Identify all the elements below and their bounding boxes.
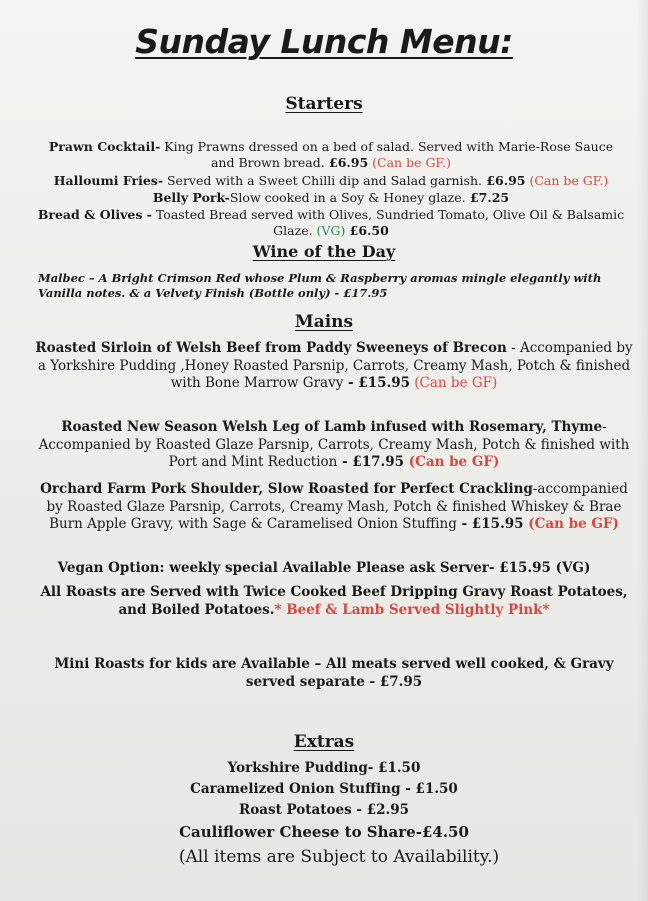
- extra-item: Yorkshire Pudding- £1.50: [227, 760, 421, 776]
- starter-desc: King Prawns dressed on a bed of salad. Served with Marie-Rose Sauce and Brown bread.: [160, 139, 614, 171]
- main-desc: - Accompanied by Roasted Glaze Parsnip, Carrots, Creamy Mash, Potch & finished with Port and Mint Reduction: [38, 419, 630, 471]
- main-price: - £15.95: [343, 375, 410, 392]
- main-name: Roasted Sirloin of Welsh Beef from Paddy Sweeneys of Brecon: [35, 340, 507, 356]
- main-note: (Can be GF): [523, 516, 619, 533]
- starter-desc: Slow cooked in a Soy & Honey glaze.: [229, 190, 466, 205]
- starter-price: £7.25: [465, 190, 510, 205]
- starter-desc: Served with a Sweet Chilli dip and Salad garnish.: [163, 173, 482, 188]
- starter-name: Halloumi Fries-: [53, 173, 164, 188]
- roasts-text: All Roasts are Served with Twice Cooked Beef Dripping Gravy Roast Potatoes, and Boiled Potatoes.: [40, 584, 628, 618]
- wine-heading: Wine of the Day: [252, 242, 396, 261]
- kids-roasts: Mini Roasts for kids are Available – All meats served well cooked, & Gravy served separate - £7.95: [54, 656, 614, 690]
- menu-title: Sunday Lunch Menu:: [135, 22, 513, 61]
- roasts-info: [34, 584, 634, 619]
- extra-item: Cauliflower Cheese to Share-£4.50: [179, 823, 469, 841]
- starters-heading: Starters: [285, 94, 363, 114]
- main-price: - £15.95: [456, 516, 524, 533]
- starter-vg-tag: (VG): [312, 223, 346, 239]
- main-note: (Can be GF): [410, 375, 498, 392]
- main-desc: - Accompanied by a Yorkshire Pudding ,Honey Roasted Parsnip, Carrots, Creamy Mash, Potch & finished with Bone Marrow Gravy: [37, 340, 633, 392]
- main-item: [34, 340, 634, 393]
- starter-note: (Can be GF.): [525, 173, 609, 188]
- main-item: [34, 419, 634, 472]
- mains-heading: Mains: [294, 312, 354, 332]
- starter-name: Prawn Cocktail-: [48, 139, 161, 154]
- main-note: (Can be GF): [404, 454, 500, 471]
- starter-name: Belly Pork-: [152, 190, 230, 205]
- roasts-pink-note: * Beef & Lamb Served Slightly Pink*: [274, 601, 550, 618]
- main-price: - £17.95: [337, 454, 405, 471]
- main-name: Roasted New Season Welsh Leg of Lamb infused with Rosemary, Thyme: [61, 419, 603, 435]
- extra-item: Roast Potatoes - £2.95: [239, 802, 409, 818]
- starter-item: [36, 173, 626, 189]
- starter-item: [36, 190, 626, 206]
- starter-item: [36, 207, 626, 240]
- starter-name: Bread & Olives -: [37, 207, 152, 222]
- starter-note: (Can be GF.): [368, 155, 452, 171]
- starter-price: £6.95: [481, 173, 526, 188]
- main-desc: -accompanied by Roasted Glaze Parsnip, Carrots, Creamy Mash, Potch & finished Whiskey & Brae Burn Apple Gravy, with Sage & Caramelised Onion Stuffing: [46, 481, 628, 533]
- starter-item: [36, 139, 626, 172]
- wine-description: Malbec – A Bright Crimson Red whose Plum & Raspberry aromas mingle elegantly with Vanilla notes. & a Velvety Finish (Bottle only) - £17.95: [38, 271, 602, 300]
- main-name: Orchard Farm Pork Shoulder, Slow Roasted for Perfect Crackling: [40, 481, 533, 497]
- extra-item: Caramelized Onion Stuffing - £1.50: [190, 781, 458, 797]
- availability-note: (All items are Subject to Availability.): [178, 847, 500, 867]
- vegan-option: Vegan Option: weekly special Available Please ask Server- £15.95 (VG): [57, 560, 591, 576]
- starter-price: £6.50: [345, 223, 389, 239]
- starter-desc: Toasted Bread served with Olives, Sundried Tomato, Olive Oil & Balsamic Glaze.: [151, 207, 625, 239]
- starter-price: £6.95: [324, 155, 369, 171]
- main-item: [34, 481, 634, 534]
- extras-heading: Extras: [293, 732, 355, 752]
